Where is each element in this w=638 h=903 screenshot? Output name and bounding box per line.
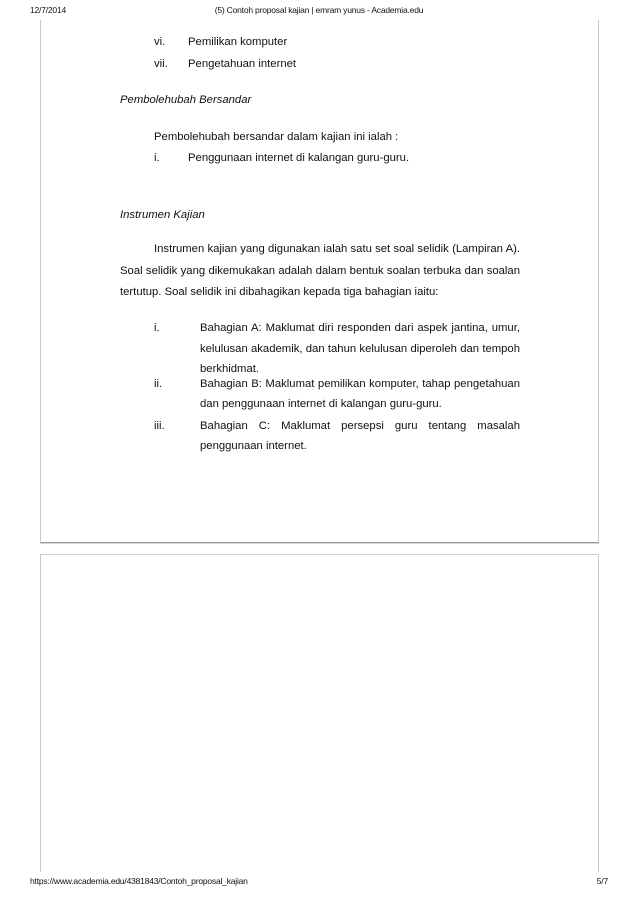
list-item-line: kelulusan akademik, dan tahun kelulusan diperoleh dan tempoh bbox=[200, 343, 520, 355]
list-number: vii. bbox=[154, 58, 168, 70]
list-number: ii. bbox=[154, 378, 163, 390]
list-item-text: Penggunaan internet di kalangan guru-guru. bbox=[188, 152, 410, 164]
next-document-page bbox=[40, 554, 599, 872]
list-item-text: Pemilikan komputer bbox=[188, 36, 288, 48]
print-footer bbox=[0, 876, 638, 890]
paragraph-line: Instrumen kajian yang digunakan ialah satu set soal selidik (Lampiran A). bbox=[154, 243, 520, 255]
list-item-line: Bahagian C: Maklumat persepsi guru tentang masalah bbox=[200, 420, 520, 432]
list-number: i. bbox=[154, 152, 160, 164]
list-item-line: berkhidmat. bbox=[200, 363, 260, 375]
list-item-line: penggunaan internet. bbox=[200, 440, 307, 452]
list-number: i. bbox=[154, 322, 160, 334]
paragraph-line: tertutup. Soal selidik ini dibahagikan kepada tiga bahagian iaitu: bbox=[120, 286, 439, 298]
print-header bbox=[0, 5, 638, 19]
list-number: vi. bbox=[154, 36, 166, 48]
list-item-line: dan penggunaan internet di kalangan guru-guru. bbox=[200, 398, 442, 410]
list-number: iii. bbox=[154, 420, 165, 432]
print-page-number: 5/7 bbox=[596, 876, 608, 886]
print-url: https://www.academia.edu/4381843/Contoh_proposal_kajian bbox=[30, 876, 248, 886]
print-page-title: (5) Contoh proposal kajian | emram yunus - Academia.edu bbox=[214, 5, 424, 15]
list-item-line: Bahagian B: Maklumat pemilikan komputer, tahap pengetahuan bbox=[200, 378, 520, 390]
print-date: 12/7/2014 bbox=[30, 5, 67, 15]
paragraph-line: Soal selidik yang dikemukakan adalah dalam bentuk soalan terbuka dan soalan bbox=[120, 265, 520, 277]
section-heading-dependent: Pembolehubah Bersandar bbox=[120, 94, 252, 106]
list-item-line: Bahagian A: Maklumat diri responden dari aspek jantina, umur, bbox=[200, 322, 520, 334]
section-heading-instrument: Instrumen Kajian bbox=[120, 209, 205, 221]
list-item-text: Pengetahuan internet bbox=[188, 58, 297, 70]
section-intro: Pembolehubah bersandar dalam kajian ini ialah : bbox=[154, 131, 399, 143]
